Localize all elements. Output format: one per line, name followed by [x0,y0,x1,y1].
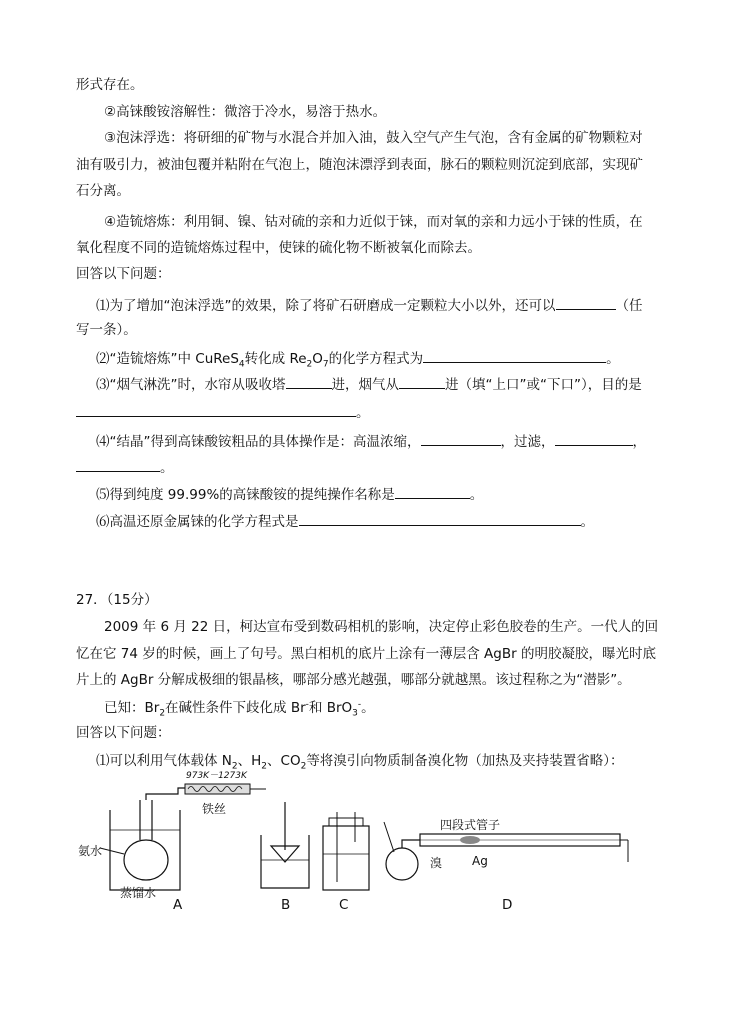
question-27-header: 27．（15分） [76,592,158,608]
subscript: 2 [306,359,313,370]
ammonia-label: 氨水 [78,844,103,858]
question-5 [96,484,483,505]
q2-text: 的化学方程式为 [328,351,424,367]
question-4 [96,431,646,452]
superscript: - [357,699,362,710]
superscript: - [305,699,309,710]
q3-text-end: 。 [356,405,370,421]
q6-text-end: 。 [580,514,594,530]
q2-text: ⑵“造锍熔炼”中 CuReS [96,351,239,367]
q2-text: 转化成 Re [244,351,307,367]
subscript: 2 [231,761,238,772]
subscript: 2 [261,761,268,772]
q2-text-end: 。 [606,351,620,367]
q4-text: ， [632,434,646,450]
answer-blank[interactable] [399,374,445,389]
question-2 [96,348,620,369]
answer-blank[interactable] [556,295,616,310]
apparatus-a [70,771,270,900]
q5-text: ⑸得到纯度 99.99%的高铼酸铵的提纯操作名称是 [96,487,395,503]
apparatus-b-drawing [255,800,315,890]
subscript: 2 [159,708,166,719]
q4-text: ⑷“结晶”得到高铼酸铵粗品的具体操作是：高温浓缩， [96,434,421,450]
apparatus-c [315,812,375,892]
distilled-water-label: 蒸馏水 [120,886,157,900]
question-27-1 [96,751,624,771]
subscript: 4 [238,359,245,370]
question-4-cont [76,457,174,478]
caption-c: C [339,897,349,913]
q4-text-end: 。 [160,460,174,476]
q2-text: O [312,351,323,367]
text-line: 回答以下问题： [76,266,171,282]
apparatus-a-drawing [70,780,270,900]
apparatus-d-drawing [380,820,640,890]
text-line: ③泡沫浮选：将研细的矿物与水混合并加入油，鼓入空气产生气泡，含有金属的矿物颗粒对 [104,130,643,146]
subscript: 3 [352,708,358,719]
text-line: ②高铼酸铵溶解性：微溶于冷水，易溶于热水。 [104,104,387,120]
q1-text: ⑴为了增加“泡沫浮选”的效果，除了将矿石研磨成一定颗粒大小以外，还可以 [96,298,556,314]
known-line [104,698,375,718]
answer-blank[interactable] [76,457,160,472]
bromine-label: 溴 [430,856,443,870]
temperature-label: 973K－1273K [186,771,247,781]
caption-a: A [173,897,183,913]
text-line: 氧化程度不同的造锍熔炼过程中，使铼的硫化物不断被氧化而除去。 [76,240,481,256]
answer-blank[interactable] [395,484,470,499]
answer-blank[interactable] [555,431,633,446]
q3-text: 进，烟气从 [331,377,399,393]
q27-1-text: 、H [237,753,262,769]
answer-blank[interactable] [299,511,581,526]
caption-b: B [281,897,291,913]
apparatus-c-drawing [315,812,375,892]
q6-text: ⑹高温还原金属铼的化学方程式是 [96,514,299,530]
q1-text-end: （任 [615,298,643,314]
text-line: 写一条）。 [76,322,137,338]
q4-text: ，过滤， [500,434,555,450]
q3-text: ⑶“烟气淋洗”时，水帘从吸收塔 [96,377,286,393]
text-line: 回答以下问题： [76,725,171,741]
answer-blank[interactable] [286,374,332,389]
known-text: 和 BrO [308,700,353,716]
answer-blank[interactable] [423,348,606,363]
caption-d: D [502,897,513,913]
question-3-cont [76,402,370,423]
question-3 [96,374,642,395]
q27-1-text: 、CO [267,753,301,769]
subscript: 2 [300,761,307,772]
q27-1-text: ⑴可以利用气体载体 N [96,753,232,769]
q5-text-end: 。 [469,487,484,503]
answer-blank[interactable] [76,402,356,417]
text-line: 2009 年 6 月 22 日，柯达宣布受到数码相机的影响，决定停止彩色胶卷的生产。一代人的回 [104,619,659,635]
answer-blank[interactable] [421,431,501,446]
known-text: 。 [361,700,375,716]
known-text: 在碱性条件下歧化成 Br [165,700,306,716]
text-line: ④造锍熔炼：利用铜、镍、钴对硫的亲和力近似于铼，而对氧的亲和力远小于铼的性质，在 [104,214,643,230]
apparatus-d [380,820,640,890]
tube-label: 四段式管子 [440,818,501,832]
subscript: 7 [322,359,329,370]
known-text: 已知：Br [104,700,160,716]
apparatus-b [255,800,315,890]
text-line: 形式存在。 [76,77,144,93]
question-1 [96,295,643,316]
q3-text: 进（填“上口”或“下口”），目的是 [445,377,642,393]
text-line: 油有吸引力，被油包覆并粘附在气泡上，随泡沫漂浮到表面，脉石的颗粒则沉淀到底部，实现矿 [76,157,643,173]
text-line: 石分离。 [76,183,130,199]
text-line: 片上的 AgBr 分解成极细的银晶核，哪部分感光越强，哪部分就越黑。该过程称之为“潜影”。 [76,672,631,688]
q27-1-text: 等将溴引向物质制备溴化物（加热及夹持装置省略）： [306,753,624,769]
question-6 [96,511,594,532]
text-line: 忆在它 74 岁的时候，画上了句号。黑白相机的底片上涂有一薄层含 AgBr 的明胶凝胶，曝光时底 [76,646,656,662]
silver-label: Ag [472,854,488,868]
iron-wire-label: 铁丝 [202,802,227,816]
